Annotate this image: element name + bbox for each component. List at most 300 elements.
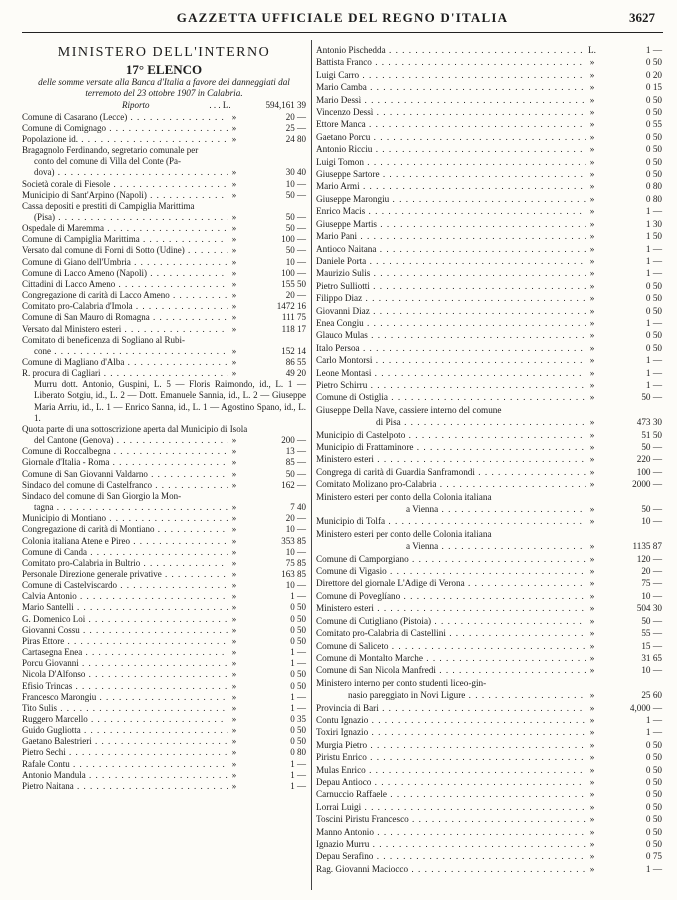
entry-marker: »: [589, 553, 595, 564]
entry-marker: »: [231, 323, 237, 334]
entry-marker: »: [231, 658, 237, 669]
entry-amount: 0 75: [645, 851, 662, 862]
entry-name: Giovanni Cossu . . .: [22, 625, 228, 636]
entry-marker: »: [231, 613, 237, 624]
list-entry: [316, 94, 662, 106]
list-entry: [22, 167, 306, 178]
entry-name: cone . . .: [22, 346, 228, 357]
list-entry: [22, 245, 306, 256]
list-entry: [22, 714, 306, 725]
entry-name: Comune di Vigasio . . .: [316, 565, 586, 577]
entry-name: Comune di Castelviscardo . . .: [22, 580, 228, 591]
entry-marker: »: [231, 624, 237, 635]
entry-amount: 100 —: [281, 267, 306, 278]
list-entry: [22, 580, 306, 591]
list-entry: [22, 134, 306, 145]
entry-marker: »: [231, 111, 237, 122]
entry-marker: »: [231, 591, 237, 602]
entry-amount: 55 —: [641, 628, 662, 639]
entry-amount: 13 —: [285, 446, 306, 457]
list-entry: [22, 190, 306, 201]
entry-marker: »: [231, 747, 237, 758]
entry-name: Versato dal Ministero esteri . . .: [22, 324, 228, 335]
list-entry: [22, 602, 306, 613]
list-entry: [316, 503, 662, 515]
list-entry: [316, 205, 662, 217]
list-entry: [316, 751, 662, 763]
entry-name: Battista Franco . . .: [316, 56, 586, 68]
entry-name: Leone Montasi . . .: [316, 367, 586, 379]
entry-marker: »: [589, 652, 595, 663]
entry-amount: 1 —: [645, 863, 662, 874]
entry-name: Ministero esteri . . .: [316, 602, 586, 614]
entry-name: Filippo Diaz . . .: [316, 292, 586, 304]
entry-amount: 20 —: [285, 111, 306, 122]
list-entry: [316, 466, 662, 478]
list-entry: [316, 553, 662, 565]
list-entry: [316, 565, 662, 577]
entry-marker: »: [231, 568, 237, 579]
entry-name: Mario Armi . . .: [316, 180, 586, 192]
entry-name: Comune di Montalto Marche . . .: [316, 652, 586, 664]
entry-marker: »: [589, 342, 595, 353]
column-divider: [311, 40, 312, 890]
list-entry: [22, 625, 306, 636]
entry-name: Calvia Antonio . . .: [22, 591, 228, 602]
entry-name: Comune di Magliano d'Alba . . .: [22, 357, 228, 368]
entry-name: Giuseppe Marongiu . . .: [316, 193, 586, 205]
list-entry: [316, 143, 662, 155]
entry-amount: 0 50: [645, 94, 662, 105]
entry-marker: »: [589, 764, 595, 775]
list-entry: [22, 614, 306, 625]
list-entry: [316, 180, 662, 192]
entry-marker: »: [231, 290, 237, 301]
entry-marker: »: [589, 603, 595, 614]
list-entry: [316, 218, 662, 230]
entry-name: Nicola D'Alfonso . . .: [22, 669, 228, 680]
entry-amount: 0 50: [645, 280, 662, 291]
entry-name: Vincenzo Dessì . . .: [316, 106, 586, 118]
entry-marker: »: [589, 131, 595, 142]
left-list-2: [22, 179, 306, 201]
entry-name: Contu Ignazio . . .: [316, 714, 586, 726]
entry-amount: 0 20: [645, 69, 662, 80]
entry-name: Municipio di Tolfa . . .: [316, 515, 586, 527]
entry-marker: »: [589, 801, 595, 812]
list-entry: [316, 640, 662, 652]
entry-marker: »: [589, 169, 595, 180]
entry-name: Francesco Marongiu . . .: [22, 692, 228, 703]
entry-name: nasio pareggiato in Novi Ligure . . .: [316, 689, 586, 701]
entry-amount: 20 —: [285, 513, 306, 524]
entry-amount: 473 30: [636, 417, 662, 428]
entry-amount: 51 50: [641, 429, 662, 440]
entry-amount: 120 —: [636, 553, 662, 564]
entry-name: Giuseppe Martis . . .: [316, 218, 586, 230]
entry-amount: 0 50: [645, 789, 662, 800]
entry-amount: 0 50: [645, 839, 662, 849]
list-entry: [22, 279, 306, 290]
entry-amount: 0 50: [645, 107, 662, 118]
entry-name: Municipio di Sant'Arpino (Napoli) . . .: [22, 190, 228, 201]
entry-name: Enea Congiu . . .: [316, 317, 586, 329]
entry-marker: »: [231, 178, 237, 189]
entry-amount: 1 —: [290, 658, 306, 669]
entry-marker: »: [231, 535, 237, 546]
list-entry: [316, 317, 662, 329]
entry-amount: 50 —: [285, 223, 306, 234]
entry-name: Giuseppe Sartore . . .: [316, 168, 586, 180]
multi-entry-line: [22, 145, 306, 156]
entry-amount: 75 —: [641, 578, 662, 589]
entry-name: di Pisa . . .: [316, 416, 586, 428]
list-entry: [316, 131, 662, 143]
entry-name: Rafale Contu . . .: [22, 759, 228, 770]
entry-name: Comune di Saliceto . . .: [316, 640, 586, 652]
entry-amount: 24 80: [285, 133, 306, 144]
entry-name: Antonio Mandula . . .: [22, 770, 228, 781]
entry-name: Società corale di Fiesole . . .: [22, 179, 228, 190]
entry-amount: 504 30: [636, 603, 662, 614]
entry-marker: »: [589, 789, 595, 800]
list-entry: [22, 123, 306, 134]
multi-entry-line: [22, 424, 306, 435]
entry-name: Versato dal comune di Forni di Sotto (Udine) . . .: [22, 245, 228, 256]
entry-amount: 0 50: [645, 739, 662, 750]
entry-marker: »: [231, 580, 237, 591]
entry-amount: 1 30: [645, 218, 662, 229]
list-entry: [316, 69, 662, 81]
entry-marker: »: [589, 752, 595, 763]
entry-name: Tito Sulis . . .: [22, 703, 228, 714]
list-entry: [22, 692, 306, 703]
list-entry: [316, 441, 662, 453]
entry-amount: 4,000 —: [629, 702, 662, 713]
list-entry: [22, 179, 306, 190]
list-entry: [22, 212, 306, 223]
entry-marker: »: [589, 268, 595, 279]
entry-marker: »: [231, 435, 237, 446]
list-entry: [22, 770, 306, 781]
ministry-heading: MINISTERO DELL'INTERNO: [57, 45, 271, 60]
list-entry: [316, 391, 662, 403]
entry-amount: 163 85: [281, 568, 306, 579]
entry-marker: »: [589, 504, 595, 515]
entry-marker: »: [231, 502, 237, 513]
entry-marker: »: [589, 702, 595, 713]
entry-marker: »: [231, 635, 237, 646]
entry-name: G. Domenico Loi . . .: [22, 614, 228, 625]
entry-name: Luigi Tomon . . .: [316, 156, 586, 168]
entry-marker: »: [589, 330, 595, 341]
entry-name: Personale Direzione generale privative . . .: [22, 569, 228, 580]
entry-amount: 0 50: [290, 725, 306, 736]
entry-amount: 0 50: [645, 752, 662, 763]
list-entry: [316, 416, 662, 428]
list-entry: [316, 267, 662, 279]
entry-marker: »: [589, 305, 595, 316]
entry-amount: 1 —: [290, 647, 306, 658]
list-entry: [316, 193, 662, 205]
entry-name: Guido Gugliotta . . .: [22, 725, 228, 736]
entry-amount: 0 50: [645, 57, 662, 68]
entry-amount: 85 —: [285, 457, 306, 468]
entry-text: Comitato di beneficenza di Sogliano al Rubi-: [22, 334, 185, 345]
entry-name: (Pisa) . . .: [22, 212, 228, 223]
entry-name: Direttore del giornale L'Adige di Verona . . .: [316, 577, 586, 589]
entry-name: Enrico Macis . . .: [316, 205, 586, 217]
entry-text: Sindaco del comune di San Giorgio la Mon-: [22, 490, 182, 501]
entry-marker: »: [589, 317, 595, 328]
entry-marker: »: [589, 57, 595, 68]
list-entry: [316, 342, 662, 354]
entry-marker: »: [589, 193, 595, 204]
entry-name: Comune di Lacco Ameno (Napoli) . . .: [22, 268, 228, 279]
list-entry: [316, 255, 662, 267]
entry-marker: »: [589, 218, 595, 229]
list-entry: [316, 764, 662, 776]
entry-marker: »: [231, 557, 237, 568]
entry-amount: 20 —: [641, 566, 662, 577]
entry-amount: 1472 16: [276, 301, 306, 312]
entry-amount: 0 50: [645, 156, 662, 167]
multi-entry-line: [22, 491, 306, 502]
entry-marker: »: [589, 776, 595, 787]
entry-amount: 10 —: [285, 580, 306, 591]
entry-marker: »: [589, 727, 595, 738]
list-entry: [316, 379, 662, 391]
entry-amount: 1 —: [645, 355, 662, 366]
left-list-3: [22, 223, 306, 335]
list-entry: [22, 112, 306, 123]
entry-marker: »: [231, 278, 237, 289]
list-entry: [316, 838, 662, 850]
list-entry: [22, 658, 306, 669]
entry-amount: 0 50: [290, 613, 306, 624]
entry-amount: 100 —: [636, 466, 662, 477]
entry-name: Comitato pro-Calabria in Bultrio . . .: [22, 558, 228, 569]
list-entry: [316, 776, 662, 788]
entry-amount: 0 50: [290, 635, 306, 646]
entry-amount: 0 50: [645, 131, 662, 142]
left-list-5: [22, 446, 306, 491]
list-entry: [22, 591, 306, 602]
right-list-4: [316, 702, 662, 876]
entry-marker: »: [589, 107, 595, 118]
entry-amount: 25 60: [641, 690, 662, 701]
riporto-amount: 594,161 39: [265, 100, 306, 111]
entry-amount: 0 50: [290, 669, 306, 680]
entry-marker: »: [231, 312, 237, 323]
entry-marker: »: [589, 566, 595, 577]
entry-name: Piristu Enrico . . .: [316, 751, 586, 763]
entry-marker: »: [231, 223, 237, 234]
entry-name: Comune di Campiglia Marittima . . .: [22, 234, 228, 245]
entry-amount: 0 50: [645, 764, 662, 775]
entry-amount: 75 85: [285, 557, 306, 568]
list-entry: [316, 243, 662, 255]
entry-text: Cassa depositi e prestiti di Campiglia Marittima: [22, 200, 195, 211]
entry-marker: »: [589, 119, 595, 130]
list-entry: [22, 234, 306, 245]
left-list-1: [22, 112, 306, 145]
entry-name: Comitato Molizano pro-Calabria . . .: [316, 478, 586, 490]
entry-amount: 0 50: [290, 602, 306, 613]
entry-amount: 200 —: [281, 435, 306, 446]
list-title: 17° ELENCO: [125, 62, 203, 77]
entry-name: Carnuccio Raffaele . . .: [316, 788, 586, 800]
entry-name: Pietro Sechi . . .: [22, 747, 228, 758]
left-list-6: [22, 513, 306, 792]
multi-entry-line: [316, 404, 662, 416]
list-entry: [316, 329, 662, 341]
list-entry: [22, 446, 306, 457]
entry-amount: 20 —: [285, 290, 306, 301]
murru-paragraph: Murru dott. Antonio, Guspini, L. 5 — Floris Raimondo, id., L. 1 — Liberato Sotgiu, id., L. 2 — Dott. Emanuele Sannia, id., L. 2 — Giuseppe Maria Arriu, id., L. 1 — Enrico Sanna, id., L. 1 — Agostino Spano, id., L. 1.: [34, 379, 306, 423]
list-entry: [22, 747, 306, 758]
list-entry: [316, 602, 662, 614]
list-entry: [22, 681, 306, 692]
entry-name: Mario Santelli . . .: [22, 602, 228, 613]
entry-text: Giuseppe Della Nave, cassiere interno del comune: [316, 404, 502, 415]
entry-marker: »: [231, 189, 237, 200]
list-entry: [316, 515, 662, 527]
entry-marker: »: [231, 602, 237, 613]
list-entry: [22, 547, 306, 558]
entry-name: Ospedale di Maremma . . .: [22, 223, 228, 234]
entry-text: Ministero interno per conto studenti liceo-gin-: [316, 677, 487, 688]
list-entry: [316, 788, 662, 800]
entry-amount: 50 —: [285, 211, 306, 222]
list-entry: [22, 301, 306, 312]
entry-amount: 1 —: [290, 769, 306, 780]
entry-amount: 100 —: [281, 234, 306, 245]
right-column: [316, 44, 662, 875]
entry-text: Bragagnolo Ferdinando, segretario comunale per: [22, 145, 199, 156]
entry-marker: »: [589, 231, 595, 242]
list-entry: [22, 312, 306, 323]
entry-name: Lorrai Luigi . . .: [316, 801, 586, 813]
list-entry: [316, 354, 662, 366]
entry-amount: 0 50: [645, 776, 662, 787]
list-entry: [316, 702, 662, 714]
entry-name: Comune di Casarano (Lecce) . . .: [22, 112, 228, 123]
entry-name: Cittadini di Lacco Ameno . . .: [22, 279, 228, 290]
entry-amount: 0 50: [645, 169, 662, 180]
entry-name: Antonio Ricciu . . .: [316, 143, 586, 155]
entry-name: Italo Persoa . . .: [316, 342, 586, 354]
entry-marker: »: [589, 863, 595, 874]
left-list-4: [22, 357, 306, 379]
list-entry: [22, 346, 306, 357]
entry-marker: »: [589, 417, 595, 428]
entry-marker: »: [589, 69, 595, 80]
entry-name: Congregazione di carità di Lacco Ameno . . .: [22, 290, 228, 301]
entry-amount: 10 —: [641, 665, 662, 676]
entry-amount: 50 —: [641, 392, 662, 403]
entry-name: Piras Ettore . . .: [22, 636, 228, 647]
entry-amount: 31 65: [641, 652, 662, 663]
list-entry: [316, 590, 662, 602]
entry-amount: 1 —: [290, 691, 306, 702]
entry-amount: 1 —: [645, 206, 662, 217]
entry-amount: 0 50: [645, 305, 662, 316]
entry-name: tagna . . .: [22, 502, 228, 513]
entry-amount: 111 75: [281, 312, 306, 323]
entry-amount: 0 50: [290, 736, 306, 747]
entry-amount: 10 —: [285, 256, 306, 267]
list-entry: [316, 367, 662, 379]
entry-marker: »: [231, 245, 237, 256]
entry-amount: 50 —: [641, 615, 662, 626]
entry-marker: »: [231, 211, 237, 222]
entry-marker: »: [231, 167, 237, 178]
entry-amount: 118 17: [281, 323, 306, 334]
entry-amount: 0 50: [645, 293, 662, 304]
entry-text: conto del comune di Villa del Conte (Pa-: [34, 156, 182, 167]
entry-amount: 50 —: [285, 189, 306, 200]
left-column: [22, 44, 306, 792]
entry-name: Ministero esteri . . .: [316, 453, 586, 465]
entry-marker: »: [231, 468, 237, 479]
list-entry: [316, 292, 662, 304]
entry-marker: »: [231, 691, 237, 702]
list-entry: [22, 357, 306, 368]
entry-marker: »: [589, 739, 595, 750]
entry-amount: 30 40: [285, 167, 306, 178]
entry-amount: 25 —: [285, 122, 306, 133]
entry-marker: »: [589, 280, 595, 291]
entry-name: Comune di Canda . . .: [22, 547, 228, 558]
entry-name: Colonia italiana Atene e Pireo . . .: [22, 536, 228, 547]
entry-amount: 0 80: [645, 193, 662, 204]
entry-marker: »: [589, 640, 595, 651]
entry-name: Popolazione id. . . .: [22, 134, 228, 145]
entry-amount: 1 —: [290, 591, 306, 602]
list-entry: [22, 524, 306, 535]
entry-amount: 2000 —: [632, 479, 662, 490]
list-entry: [22, 513, 306, 524]
list-entry: [316, 726, 662, 738]
entry-amount: 50 —: [285, 245, 306, 256]
list-entry: [316, 627, 662, 639]
entry-name: Glauco Mulas . . .: [316, 329, 586, 341]
entry-marker: »: [231, 714, 237, 724]
entry-marker: »: [589, 429, 595, 440]
entry-marker: »: [589, 206, 595, 217]
list-entry: [316, 453, 662, 465]
list-entry: [316, 81, 662, 93]
entry-amount: 1 —: [290, 780, 306, 791]
entry-amount: 0 50: [645, 826, 662, 837]
entry-amount: 1 —: [645, 243, 662, 254]
newspaper-title: GAZZETTA UFFICIALE DEL REGNO D'ITALIA: [176, 10, 509, 25]
entry-amount: 0 80: [290, 747, 306, 758]
entry-name: Comune di Roccalbegna . . .: [22, 446, 228, 457]
entry-name: Comune di Giano dell'Umbria . . .: [22, 257, 228, 268]
entry-marker: »: [231, 301, 237, 312]
list-entry: [316, 540, 662, 552]
entry-name: Mario Camba . . .: [316, 81, 586, 93]
entry-amount: 7 40: [290, 502, 306, 513]
entry-marker: »: [589, 851, 595, 862]
list-entry: [22, 636, 306, 647]
entry-name: Pietro Schirru . . .: [316, 379, 586, 391]
entry-name: Ruggero Marcello . . .: [22, 714, 228, 725]
entry-amount: 0 50: [290, 680, 306, 691]
entry-marker: »: [589, 156, 595, 167]
